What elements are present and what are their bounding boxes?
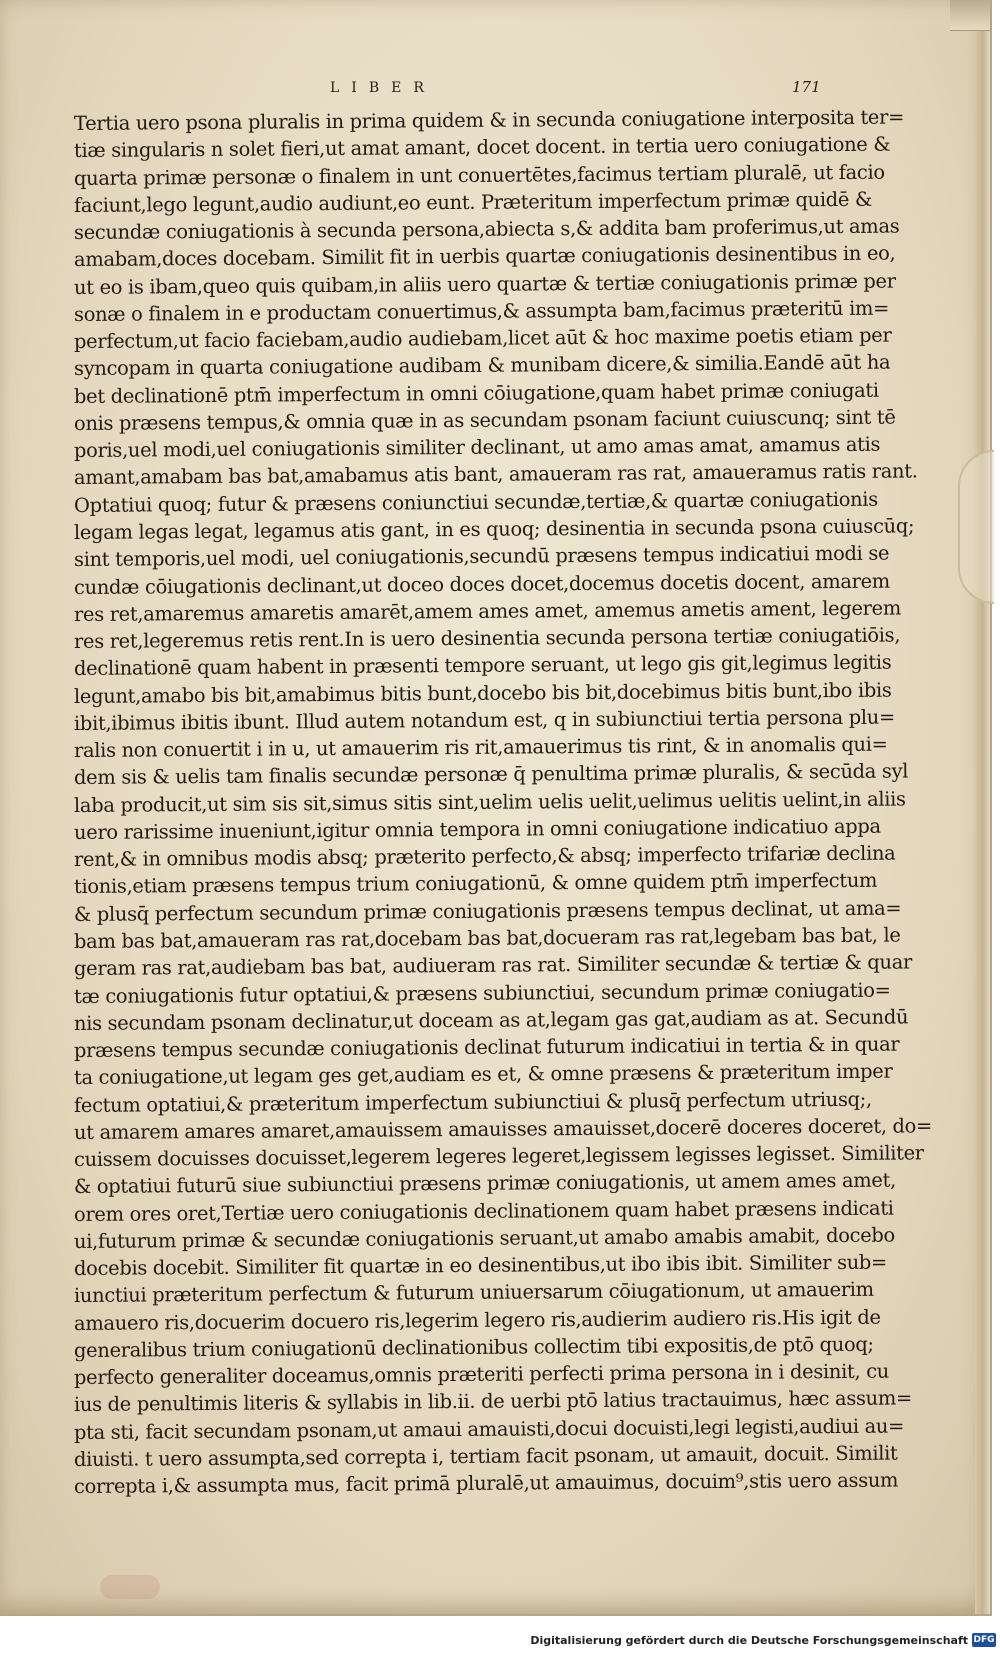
text-line: iunctiui præteritum perfectum & futurum uniuersarum cōiugationum, ut amauerim <box>73 1278 874 1308</box>
text-line: correpta i,& assumpta mus, facit primā pluralē,ut amauimus, docuim⁹,stis uero assum <box>73 1468 899 1499</box>
text-line: rent,& in omnibus modis absq; præterito perfecto,& absq; imperfecto trifariæ declina <box>73 841 896 872</box>
dfg-logo-icon: DFG <box>973 1635 995 1645</box>
ink-smudge <box>100 1575 160 1599</box>
text-line: ut amarem amares amaret,amauissem amauisses amauisset,docerē doceres doceret, do= <box>73 1114 933 1144</box>
text-line: sint temporis,uel modi, uel coniugationis,secundū præsens tempus indicatiui modi se <box>73 541 890 572</box>
text-line: præsens tempus secundæ coniugationis declinat futurum indicatiui in tertia & in quar <box>73 1032 900 1063</box>
text-line: onis præsens tempus,& omnia quæ in as secundam psonam faciunt cuiuscunq; sint tē <box>73 405 896 435</box>
text-line: faciunt,lego legunt,audio audiunt,eo eunt. Præteritum imperfectum primæ quidē & <box>73 187 872 217</box>
text-line: tionis,etiam præsens tempus trium coniugationū, & omne quidem ptm̄ imperfectum <box>73 869 878 899</box>
text-line: ralis non conuertit i in u, ut amauerim ris rit,amauerimus tis rint, & in anomalis qui= <box>73 732 888 763</box>
text-line: diuisti. t uero assumpta,sed correpta i, tertiam facit psonam, ut amauit, docuit. Similit <box>73 1441 898 1472</box>
text-line: ius de penultimis literis & syllabis in lib.ii. de uerbi ptō latius tractauimus, hæc assum= <box>73 1386 913 1417</box>
text-line: poris,uel modi,uel coniugationis similiter declinant, ut amo amas amat, amamus atis <box>73 432 881 463</box>
text-line: & plusq̄ perfectum secundum primæ coniugationis præsens tempus declinat, ut ama= <box>73 896 902 926</box>
text-line: legunt,amabo bis bit,amabimus bitis bunt,docebo bis bit,docebimus bitis bunt,ibo ibis <box>73 678 892 708</box>
text-line: secundæ coniugationis à secunda persona,abiecta s,& addita bam proferimus,ut amas <box>73 214 900 245</box>
page-edge <box>975 0 990 1614</box>
text-line: uero rarissime inueniunt,igitur omnia tempora in omni coniugatione indicatiuo appa <box>73 814 881 844</box>
text-line: ui,futurum primæ & secundæ coniugationis seruant,ut amabo amabis amabit, docebo <box>73 1223 895 1253</box>
text-line: amabam,doces docebam. Similit fit in uerbis quartæ coniugationis desinentibus in eo, <box>73 241 896 272</box>
text-line: bam bas bat,amaueram ras rat,docebam bas bat,docueram ras rat,legebam bas bat, le <box>73 923 901 953</box>
text-line: cundæ cōiugationis declinant,ut doceo doces docet,docemus docetis docent, amarem <box>73 569 890 599</box>
text-line: nis secundam psonam declinatur,ut doceam as at,legam gas gat,audiam as at. Secundū <box>73 1005 909 1035</box>
text-line: tæ coniugationis futur optatiui,& præsens subiunctiui, secundum primæ coniugatio= <box>73 978 891 1008</box>
text-line: declinationē quam habent in præsenti tempore seruant, ut lego gis git,legimus legitis <box>73 650 892 681</box>
page-tab-mark <box>958 450 994 604</box>
text-line: pta sti, facit secundam psonam,ut amaui amauisti,docui docuisti,legi legisti,audiui au= <box>73 1414 905 1444</box>
text-line: dem sis & uelis tam finalis secundæ personæ q̄ penultima primæ pluralis, & secūda syl <box>73 759 909 790</box>
text-line: laba producit,ut sim sis sit,simus sitis sint,uelim uelis uelit,uelimus uelitis uelint,in aliis <box>73 787 906 817</box>
text-line: perfecto generaliter doceamus,omnis præteriti perfecti prima persona in i desinit, cu <box>73 1359 890 1390</box>
text-line: Optatiui quoq; futur & præsens coniunctiui secundæ,tertiæ,& quartæ coniugationis <box>73 487 878 517</box>
text-line: ta coniugatione,ut legam ges get,audiam es et, & omne præsens & præteritum imper <box>73 1059 893 1090</box>
text-line: quarta primæ personæ o finalem in unt conuertētes,facimus tertiam pluralē, ut facio <box>73 160 885 190</box>
text-line: orem ores oret,Tertiæ uero coniugationis declinationem quam habet præsens indicati <box>73 1196 894 1226</box>
text-line: legam legas legat, legamus atis gant, in es quoq; desinentia in secunda psona cuiuscūq; <box>73 514 915 544</box>
text-line: perfectum,ut facio faciebam,audio audiebam,licet aūt & hoc maxime poetis etiam per <box>73 323 892 354</box>
text-line: ibit,ibimus ibitis ibunt. Illud autem notandum est, q in subiunctiui tertia persona plu= <box>73 705 896 735</box>
text-line: generalibus trium coniugationū declinationibus collectim tibi expositis,de ptō quoq; <box>73 1332 874 1362</box>
text-line: Tertia uero psona pluralis in prima quidem & in secunda coniugatione interposita ter= <box>73 105 905 135</box>
folio-number: 171 <box>792 78 821 96</box>
text-line: res ret,amaremus amaretis amarēt,amem ames amet, amemus ametis ament, legerem <box>73 596 902 626</box>
page-corner <box>950 0 990 31</box>
text-line: docebis docebit. Similiter fit quartæ in eo desinentibus,ut ibo ibis ibit. Similiter sub= <box>73 1250 888 1281</box>
text-line: amauero ris,docuerim docuero ris,legerim legero ris,audierim audiero ris.His igit de <box>73 1305 881 1335</box>
text-line: geram ras rat,audiebam bas bat, audiueram ras rat. Similiter secundæ & tertiæ & quar <box>73 950 913 981</box>
body-text <box>73 105 933 1501</box>
text-line: res ret,legeremus retis rent.In is uero desinentia secunda persona tertiæ coniugatiōis, <box>73 623 901 654</box>
text-line: & optatiui futurū siue subiunctiui præsens primæ coniugationis, ut amem ames amet, <box>73 1168 896 1199</box>
text-line: amant,amabam bas bat,amabamus atis bant, amaueram ras rat, amaueramus ratis rant. <box>73 459 918 490</box>
text-line: bet declinationē ptm̄ imperfectum in omni cōiugatione,quam habet primæ coniugati <box>73 378 879 408</box>
digitization-credit: Digitalisierung gefördert durch die Deutsche Forschungsgemeinschaft <box>530 1634 968 1647</box>
text-line: ut eo is ibam,queo quis quibam,in aliis uero quartæ & tertiæ coniugationis primæ per <box>73 269 896 299</box>
text-line: tiæ singularis n solet fieri,ut amat amant, docet docent. in tertia uero coniugatione & <box>73 132 891 163</box>
text-line: sonæ o finalem in e productam conuertimus,& assumpta bam,facimus præteritū im= <box>73 296 890 326</box>
running-head: LIBER <box>330 80 436 96</box>
text-line: fectum optatiui,& præteritum imperfectum subiunctiui & plusq̄ perfectum utriusq;, <box>73 1087 872 1117</box>
text-line: syncopam in quarta coniugatione audibam & munibam dicere,& similia.Eandē aūt ha <box>73 350 891 381</box>
text-line: cuissem docuisses docuisset,legerem legeres legeret,legissem legisses legisset. Similiter <box>73 1141 924 1172</box>
